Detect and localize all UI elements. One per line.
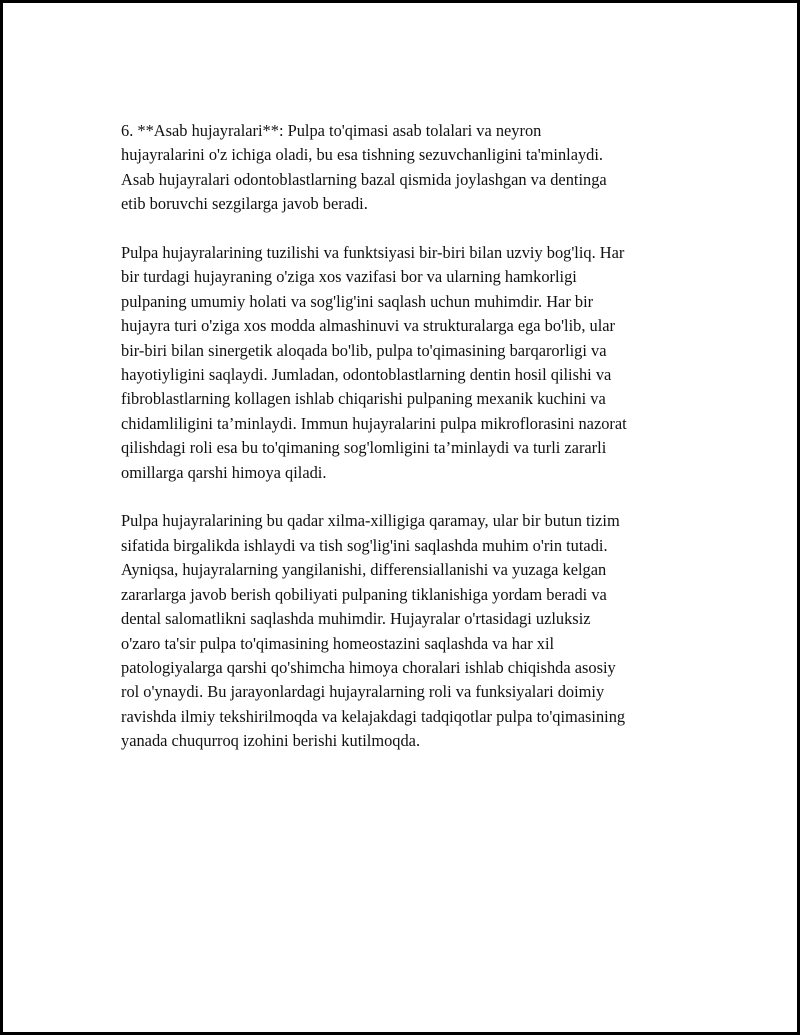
paragraph-structure-function xyxy=(121,241,691,485)
text-line: pulpaning umumiy holati va sog'lig'ini saqlash uchun muhimdir. Har bir xyxy=(121,291,594,311)
text-line: bir turdagi hujayraning o'ziga xos vazifasi bor va ularning hamkorligi xyxy=(121,267,577,287)
text-line: hujayra turi o'ziga xos modda almashinuvi va strukturalarga ega bo'lib, ular xyxy=(121,316,615,336)
text-line: yanada chuqurroq izohini berishi kutilmoqda. xyxy=(121,731,421,751)
text-line: bir-biri bilan sinergetik aloqada bo'lib, pulpa to'qimasining barqarorligi va xyxy=(121,340,607,360)
text-line: o'zaro ta'sir pulpa to'qimasining homeostazini saqlashda va har xil xyxy=(121,633,555,653)
text-line: omillarga qarshi himoya qiladi. xyxy=(121,462,327,482)
paragraph-nerve-cells xyxy=(121,119,691,217)
paragraph-system-summary xyxy=(121,509,691,753)
text-line: hujayralarini o'z ichiga oladi, bu esa tishning sezuvchanligini ta'minlaydi. xyxy=(121,145,604,165)
text-line: rol o'ynaydi. Bu jarayonlardagi hujayralarning roli va funksiyalari doimiy xyxy=(121,682,605,702)
text-line: 6. **Asab hujayralari**: Pulpa to'qimasi asab tolalari va neyron xyxy=(121,121,542,140)
text-line: hayotiyligini saqlaydi. Jumladan, odontoblastlarning dentin hosil qilishi va xyxy=(121,365,612,385)
text-line: etib boruvchi sezgilarga javob beradi. xyxy=(121,194,368,214)
text-line: Ayniqsa, hujayralarning yangilanishi, differensiallanishi va yuzaga kelgan xyxy=(121,560,607,580)
text-line: dental salomatlikni saqlashda muhimdir. Hujayralar o'rtasidagi uzluksiz xyxy=(121,609,591,629)
document-body xyxy=(121,119,691,778)
text-line: chidamliligini ta’minlaydi. Immun hujayralarini pulpa mikroflorasini nazorat xyxy=(121,413,627,433)
text-line: fibroblastlarning kollagen ishlab chiqarishi pulpaning mexanik kuchini va xyxy=(121,389,606,409)
text-line: sifatida birgalikda ishlaydi va tish sog'lig'ini saqlashda muhim o'rin tutadi. xyxy=(121,535,608,555)
text-line: ravishda ilmiy tekshirilmoqda va kelajakdagi tadqiqotlar pulpa to'qimasining xyxy=(121,706,626,726)
text-line: Asab hujayralari odontoblastlarning bazal qismida joylashgan va dentinga xyxy=(121,169,607,189)
text-line: Pulpa hujayralarining tuzilishi va funktsiyasi bir-biri bilan uzviy bog'liq. Har xyxy=(121,243,625,263)
text-line: zararlarga javob berish qobiliyati pulpaning tiklanishiga yordam beradi va xyxy=(121,584,607,604)
text-line: qilishdagi roli esa bu to'qimaning sog'lomligini ta’minlaydi va turli zararli xyxy=(121,438,607,458)
text-line: Pulpa hujayralarining bu qadar xilma-xilligiga qaramay, ular bir butun tizim xyxy=(121,511,620,531)
text-line: patologiyalarga qarshi qo'shimcha himoya choralari ishlab chiqishda asosiy xyxy=(121,657,616,677)
